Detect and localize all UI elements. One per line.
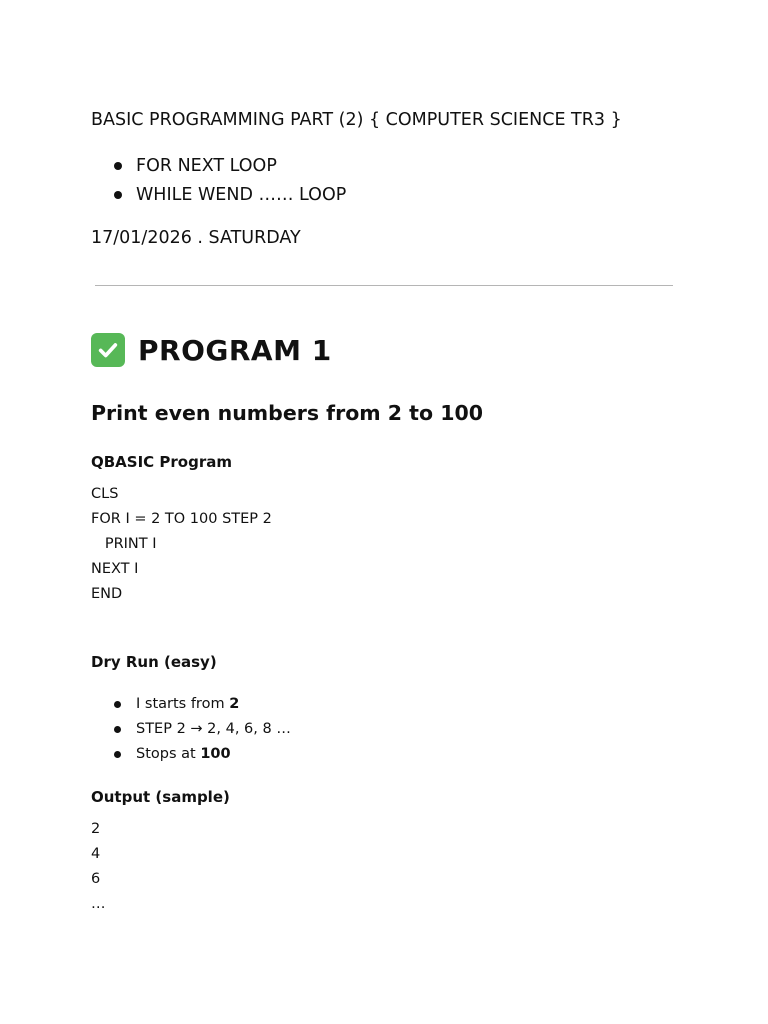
bullet-icon [114,726,121,733]
code-line: CLS [91,486,119,502]
dry-run-bold: 100 [200,746,231,762]
dry-run-text: STEP 2 → 2, 4, 6, 8 … [136,721,291,737]
dry-run-list [91,693,291,768]
code-line: FOR I = 2 TO 100 STEP 2 [91,511,272,527]
output-line: 2 [91,821,101,837]
list-item [91,743,291,768]
list-item [91,693,291,718]
topics-list [91,153,346,211]
dry-run-bold: 2 [229,696,240,712]
output-listing [91,818,106,918]
bullet-icon [114,751,121,758]
program-subheading: Print even numbers from 2 to 100 [91,401,483,425]
list-item [91,182,346,211]
horizontal-divider [95,285,673,286]
program-heading [91,330,332,370]
code-section-label: QBASIC Program [91,453,232,471]
code-line: PRINT I [91,536,157,552]
document-title: BASIC PROGRAMMING PART (2) { COMPUTER SCIENCE TR3 } [91,110,622,130]
dry-run-label: Dry Run (easy) [91,653,217,671]
topic-text: WHILE WEND …… LOOP [136,185,347,205]
bullet-icon [114,191,122,199]
code-line: END [91,586,123,602]
document-date: 17/01/2026 . SATURDAY [91,228,301,248]
output-line: … [91,896,106,912]
check-mark-icon [91,333,125,367]
bullet-icon [114,701,121,708]
dry-run-text: I starts from [136,696,230,712]
bullet-icon [114,162,122,170]
list-item [91,153,346,182]
list-item [91,718,291,743]
output-line: 4 [91,846,101,862]
program-title: PROGRAM 1 [138,333,332,367]
output-line: 6 [91,871,101,887]
output-label: Output (sample) [91,788,230,806]
topic-text: FOR NEXT LOOP [136,156,277,176]
code-line: NEXT I [91,561,139,577]
dry-run-text: Stops at [136,746,201,762]
code-listing [91,483,272,608]
